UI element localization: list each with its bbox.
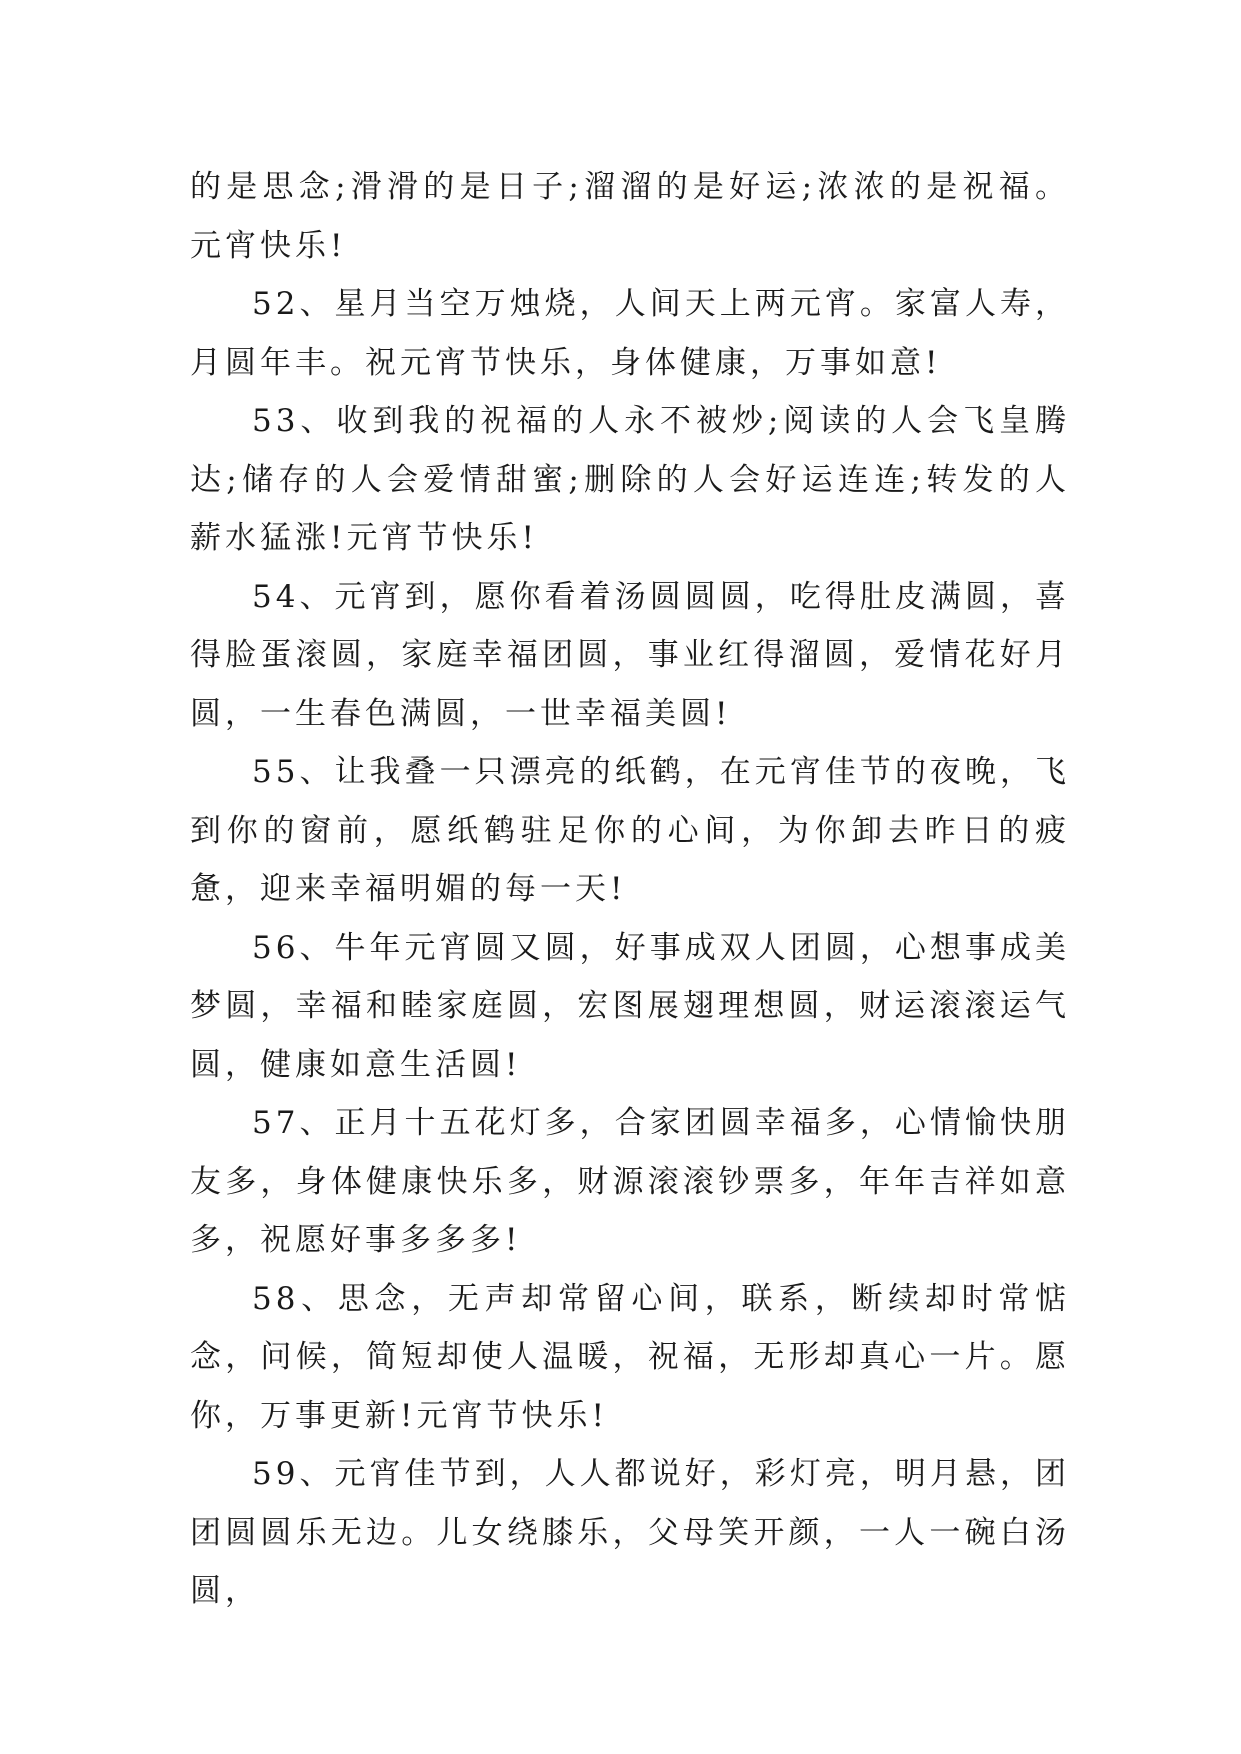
paragraph-56: 56、牛年元宵圆又圆，好事成双人团圆，心想事成美梦圆，幸福和睦家庭圆，宏图展翅理想圆，财运滚滚运气圆，健康如意生活圆! xyxy=(190,929,1070,1083)
paragraph-58: 58、思念，无声却常留心间，联系，断续却时常惦念，问候，简短却使人温暖，祝福，无形却真心一片。愿你，万事更新!元宵节快乐! xyxy=(190,1280,1070,1434)
paragraph-53: 53、收到我的祝福的人永不被炒;阅读的人会飞皇腾达;储存的人会爱情甜蜜;删除的人会好运连连;转发的人薪水猛涨!元宵节快乐! xyxy=(190,403,1070,556)
paragraph-59: 59、元宵佳节到，人人都说好，彩灯亮，明月悬，团团圆圆乐无边。儿女绕膝乐，父母笑开颜，一人一碗白汤圆， xyxy=(190,1456,1070,1609)
paragraph-55: 55、让我叠一只漂亮的纸鹤，在元宵佳节的夜晚，飞到你的窗前，愿纸鹤驻足你的心间，为你卸去昨日的疲惫，迎来幸福明媚的每一天! xyxy=(190,754,1070,907)
document-body xyxy=(190,158,1070,1621)
paragraph-continuation: 的是思念;滑滑的是日子;溜溜的是好运;浓浓的是祝福。元宵快乐! xyxy=(190,169,1070,264)
paragraph-54: 54、元宵到，愿你看着汤圆圆圆，吃得肚皮满圆，喜得脸蛋滚圆，家庭幸福团圆，事业红得溜圆，爱情花好月圆，一生春色满圆，一世幸福美圆! xyxy=(190,578,1070,732)
paragraph-57: 57、正月十五花灯多，合家团圆幸福多，心情愉快朋友多，身体健康快乐多，财源滚滚钞票多，年年吉祥如意多，祝愿好事多多多! xyxy=(190,1105,1070,1258)
paragraph-52: 52、星月当空万烛烧，人间天上两元宵。家富人寿，月圆年丰。祝元宵节快乐，身体健康，万事如意! xyxy=(190,286,1070,381)
